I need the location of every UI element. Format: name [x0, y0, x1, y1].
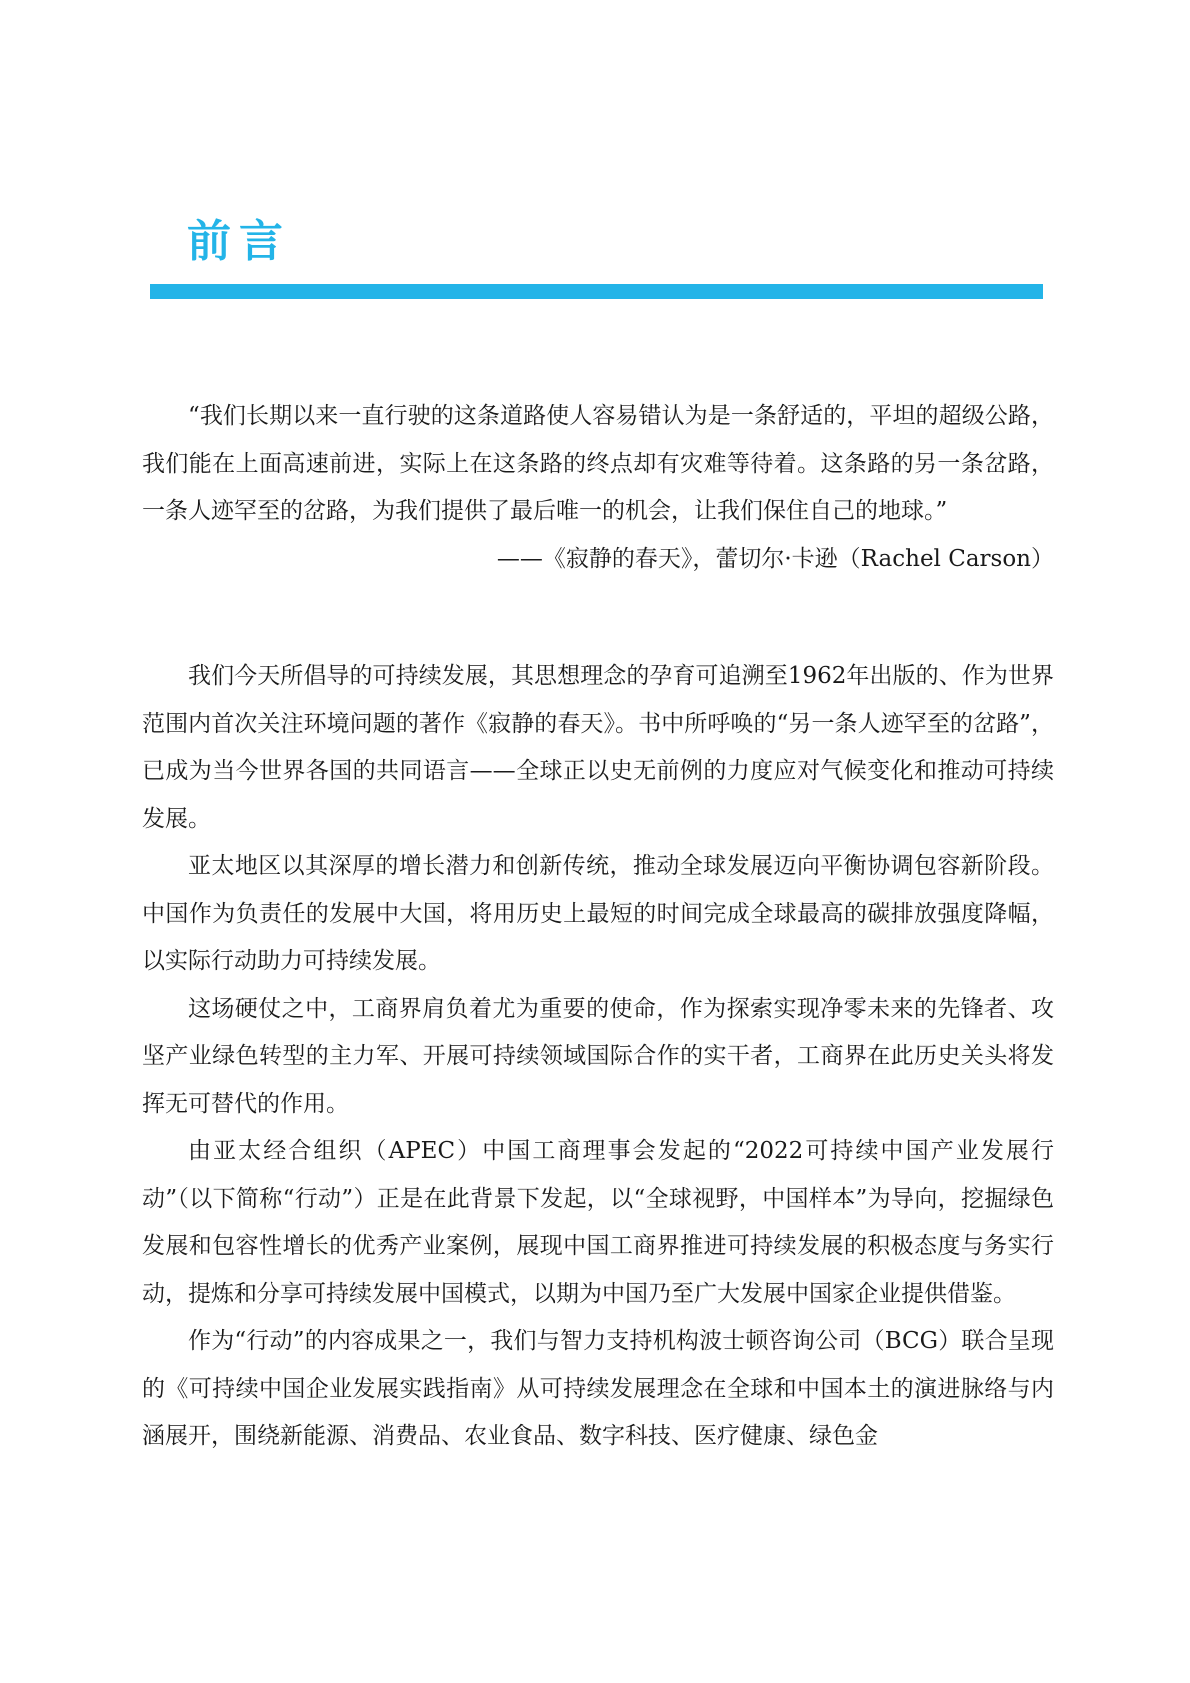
- body-paragraph-4: 由亚太经合组织（APEC）中国工商理事会发起的“2022可持续中国产业发展行动”（以下简称“行动”）正是在此背景下发起，以“全球视野，中国样本”为导向，挖掘绿色发展和包容性增长的优秀产业案例，展现中国工商界推进可持续发展的积极态度与务实行动，提炼和分享可持续发展中国模式，以期为中国乃至广大发展中国家企业提供借鉴。: [142, 1138, 1054, 1307]
- body-paragraph-1: 我们今天所倡导的可持续发展，其思想理念的孕育可追溯至1962年出版的、作为世界范围内首次关注环境问题的著作《寂静的春天》。书中所呼唤的“另一条人迹罕至的岔路”，已成为当今世界各国的共同语言——全球正以史无前例的力度应对气候变化和推动可持续发展。: [142, 663, 1054, 832]
- body-paragraph-3: 这场硬仗之中，工商界肩负着尤为重要的使命，作为探索实现净零未来的先锋者、攻坚产业绿色转型的主力军、开展可持续领域国际合作的实干者，工商界在此历史关头将发挥无可替代的作用。: [142, 995, 1054, 1117]
- epigraph-source: ——《寂静的春天》，蕾切尔·卡逊（Rachel Carson）: [496, 545, 1054, 572]
- body-paragraph-5: 作为“行动”的内容成果之一，我们与智力支持机构波士顿咨询公司（BCG）联合呈现的《可持续中国企业发展实践指南》从可持续发展理念在全球和中国本土的演进脉络与内涵展开，围绕新能源、消费品、农业食品、数字科技、医疗健康、绿色金: [142, 1328, 1054, 1449]
- epigraph-quote: “我们长期以来一直行驶的这条道路使人容易错认为是一条舒适的，平坦的超级公路，我们能在上面高速前进，实际上在这条路的终点却有灾难等待着。这条路的另一条岔路，一条人迹罕至的岔路，为我们提供了最后唯一的机会，让我们保住自己的地球。”: [142, 403, 1054, 524]
- body-paragraph-2: 亚太地区以其深厚的增长潜力和创新传统，推动全球发展迈向平衡协调包容新阶段。中国作为负责任的发展中大国，将用历史上最短的时间完成全球最高的碳排放强度降幅，以实际行动助力可持续发展。: [142, 853, 1054, 974]
- page-title: 前言: [187, 216, 291, 267]
- page-body: [142, 393, 1054, 1461]
- title-underline-bar: [150, 284, 1043, 299]
